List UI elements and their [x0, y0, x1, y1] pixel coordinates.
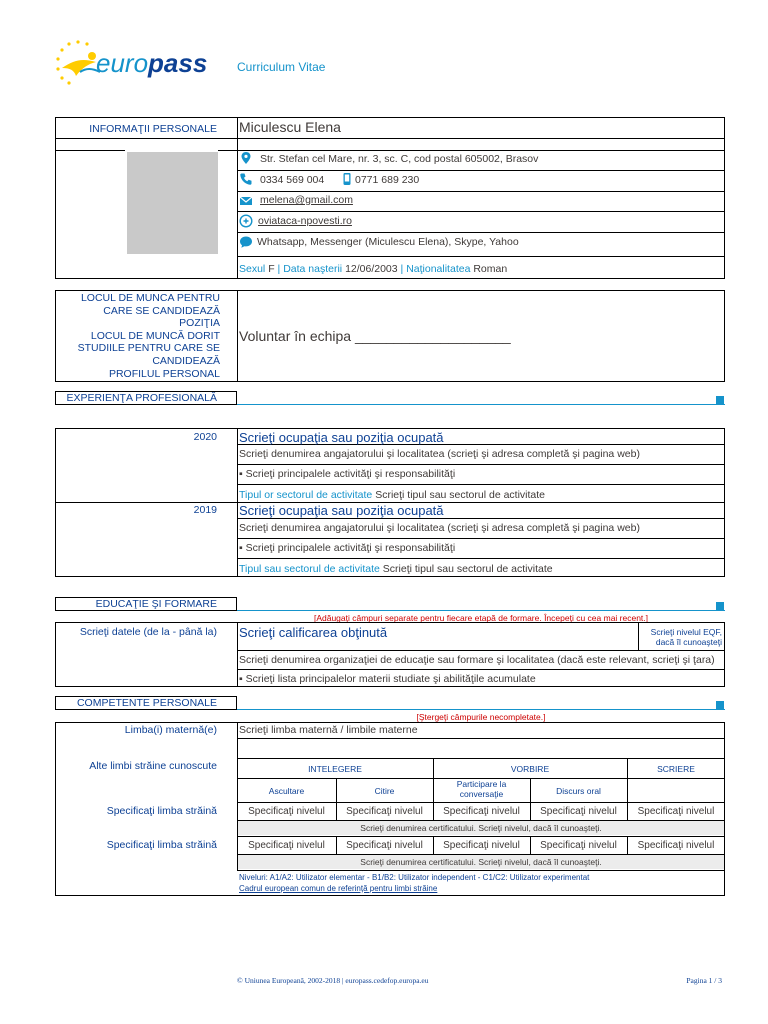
job-label-7: PROFILUL PERSONAL — [108, 367, 220, 380]
reading-header: Citire — [374, 786, 395, 796]
education-note: [Adăugaţi câmpuri separate pentru fiecare etapă de formare. Începeţi cu cea mai recent.] — [313, 613, 649, 623]
experience-position-2: Scrieţi ocupaţia sau poziţia ocupată — [239, 503, 444, 518]
skills-section-marker — [716, 701, 724, 709]
experience-employer-1: Scrieţi denumirea angajatorului şi localitatea (scrieţi şi adresa completă şi pagina web) — [239, 448, 640, 460]
level-production-1: Specificaţi nivelul — [540, 806, 617, 817]
sector-value-1: Scrieţi tipul sau sectorul de activitate — [375, 489, 546, 501]
skills-section-label: COMPETENTE PERSONALE — [76, 697, 217, 709]
chat-icon — [239, 235, 253, 249]
photo-placeholder — [127, 152, 218, 254]
eqf-line-2: dacă îl cunoaşteţi — [655, 637, 722, 647]
email-link[interactable]: melena@gmail.com — [260, 194, 353, 206]
full-name: Miculescu Elena — [239, 119, 341, 135]
experience-sector-1 — [239, 489, 545, 501]
logo-word-pass: pass — [148, 48, 208, 78]
phone-icon — [239, 172, 253, 186]
level-writing-2: Specificaţi nivelul — [637, 840, 715, 851]
job-label-4: LOCUL DE MUNCĂ DORIT — [90, 329, 220, 342]
sex-value: F — [268, 263, 275, 275]
language-levels-note: Niveluri: A1/A2: Utilizator elementar - B1/B2: Utilizator independent - C1/C2: Utilizator experimentat — [239, 873, 590, 882]
mother-tongue-label: Limba(i) maternă(e) — [124, 724, 217, 736]
foreign-language-label-2: Specificaţi limba străină — [106, 839, 217, 851]
website-icon — [239, 214, 253, 228]
cefr-link[interactable]: Cadrul european comun de referinţă pentru limbi străine — [239, 884, 438, 893]
experience-activities-1: ▪ Scrieţi principalele activităţi şi responsabilităţi — [239, 468, 456, 480]
logo-word-euro: euro — [96, 48, 149, 78]
experience-position-1: Scrieţi ocupaţia sau poziţia ocupată — [239, 430, 444, 445]
job-label-5: STUDIILE PENTRU CARE SE — [77, 342, 220, 355]
experience-section-label: EXPERIENŢA PROFESIONALĂ — [66, 392, 217, 404]
job-label-6: CANDIDEAZĂ — [152, 354, 220, 367]
level-reading-1: Specificaţi nivelul — [346, 806, 423, 817]
listening-header: Ascultare — [268, 786, 305, 796]
experience-year-1: 2020 — [193, 431, 217, 443]
level-writing-1: Specificaţi nivelul — [637, 806, 715, 817]
dob-label: Data naşterii — [283, 263, 343, 275]
experience-section-marker — [716, 396, 724, 404]
job-label-2: CARE SE CANDIDEAZĂ — [103, 304, 220, 317]
education-qualification: Scrieţi calificarea obţinută — [239, 625, 388, 640]
nationality-label: Naţionalitatea — [406, 263, 471, 275]
level-interaction-1: Specificaţi nivelul — [443, 806, 520, 817]
phone-number: 0334 569 004 — [260, 174, 325, 186]
address: Str. Stefan cel Mare, nr. 3, sc. C, cod postal 605002, Brasov — [260, 153, 539, 165]
education-section-label: EDUCAŢIE ŞI FORMARE — [95, 598, 217, 610]
experience-year-2: 2019 — [193, 504, 217, 516]
job-applied-value: Voluntar în echipa ____________________ — [239, 328, 511, 344]
spoken-interaction-header — [433, 779, 530, 799]
education-dates: Scrieţi datele (de la - până la) — [79, 626, 217, 638]
messaging-accounts: Whatsapp, Messenger (Miculescu Elena), Skype, Yahoo — [257, 236, 519, 248]
education-subjects: ▪ Scrieţi lista principalelor materii studiate şi abilităţile acumulate — [239, 673, 536, 685]
mother-tongue-value: Scrieţi limba maternă / limbile materne — [239, 724, 418, 736]
level-listening-1: Specificaţi nivelul — [248, 806, 325, 817]
education-organisation: Scrieţi denumirea organizaţiei de educaţie sau formare şi localitatea (dacă este relevant, scrieţi şi ţara) — [239, 654, 715, 666]
footer-page-number: Pagina 1 / 3 — [686, 976, 722, 985]
mobile-number: 0771 689 230 — [355, 174, 420, 186]
education-section-marker — [716, 602, 724, 610]
footer-copyright: © Uniunea Europeană, 2002-2018 | europass.cedefop.europa.eu — [237, 976, 429, 985]
interaction-line-1: Participare la — [456, 779, 507, 789]
level-production-2: Specificaţi nivelul — [540, 840, 617, 851]
level-listening-2: Specificaţi nivelul — [248, 840, 325, 851]
experience-employer-2: Scrieţi denumirea angajatorului şi localitatea (scrieţi şi adresa completă şi pagina web) — [239, 522, 640, 534]
education-eqf-level — [640, 627, 722, 647]
personal-info-label: INFORMAŢII PERSONALE — [89, 123, 217, 135]
document-title: Curriculum Vitae — [237, 60, 326, 74]
experience-divider — [237, 404, 725, 405]
logo-wordmark — [96, 48, 207, 79]
job-label-1: LOCUL DE MUNCA PENTRU — [80, 292, 220, 304]
certificate-1: Scrieţi denumirea certificatului. Scrieţi nivelul, dacă îl cunoaşteţi. — [360, 823, 602, 833]
foreign-language-label-1: Specificaţi limba străină — [106, 805, 217, 817]
location-icon — [239, 151, 253, 165]
skills-note: [Ştergeţi câmpurile necompletate.] — [416, 712, 546, 722]
sex-label: Sexul — [239, 263, 266, 275]
eqf-line-1: Scrieţi nivelul EQF, — [650, 627, 722, 637]
certificate-2: Scrieţi denumirea certificatului. Scrieţi nivelul, dacă îl cunoaşteţi. — [360, 857, 602, 867]
email-icon — [239, 194, 253, 208]
writing-header: SCRIERE — [657, 764, 695, 774]
job-label-3: POZIŢIA — [179, 317, 220, 330]
experience-sector-2 — [239, 563, 553, 575]
education-divider — [237, 610, 725, 611]
europass-logo — [52, 38, 227, 88]
sector-label-2: Tipul sau sectorul de activitate — [239, 563, 380, 575]
mobile-phone-icon — [340, 172, 354, 186]
speaking-header: VORBIRE — [510, 764, 550, 774]
nationality-value: Roman — [473, 263, 508, 275]
sector-value-2: Scrieţi tipul sau sectorul de activitate — [382, 563, 553, 575]
other-languages-label: Alte limbi străine cunoscute — [89, 760, 217, 772]
experience-activities-2: ▪ Scrieţi principalele activităţi şi responsabilităţi — [239, 542, 456, 554]
website-link[interactable]: oviataca-npovesti.ro — [258, 215, 352, 227]
sector-label-1: Tipul or sectorul de activitate — [239, 489, 373, 501]
dob-value: 12/06/2003 — [345, 263, 398, 275]
level-reading-2: Specificaţi nivelul — [346, 840, 423, 851]
level-interaction-2: Specificaţi nivelul — [443, 840, 520, 851]
interaction-line-2: conversaţie — [459, 789, 504, 799]
understanding-header: INTELEGERE — [308, 764, 362, 774]
job-applied-labels — [60, 292, 220, 380]
skills-divider — [237, 709, 725, 710]
spoken-production-header: Discurs oral — [556, 786, 601, 796]
personal-details-line: Sexul F | Data naşterii 12/06/2003 | Naţionalitatea Roman — [239, 263, 508, 275]
